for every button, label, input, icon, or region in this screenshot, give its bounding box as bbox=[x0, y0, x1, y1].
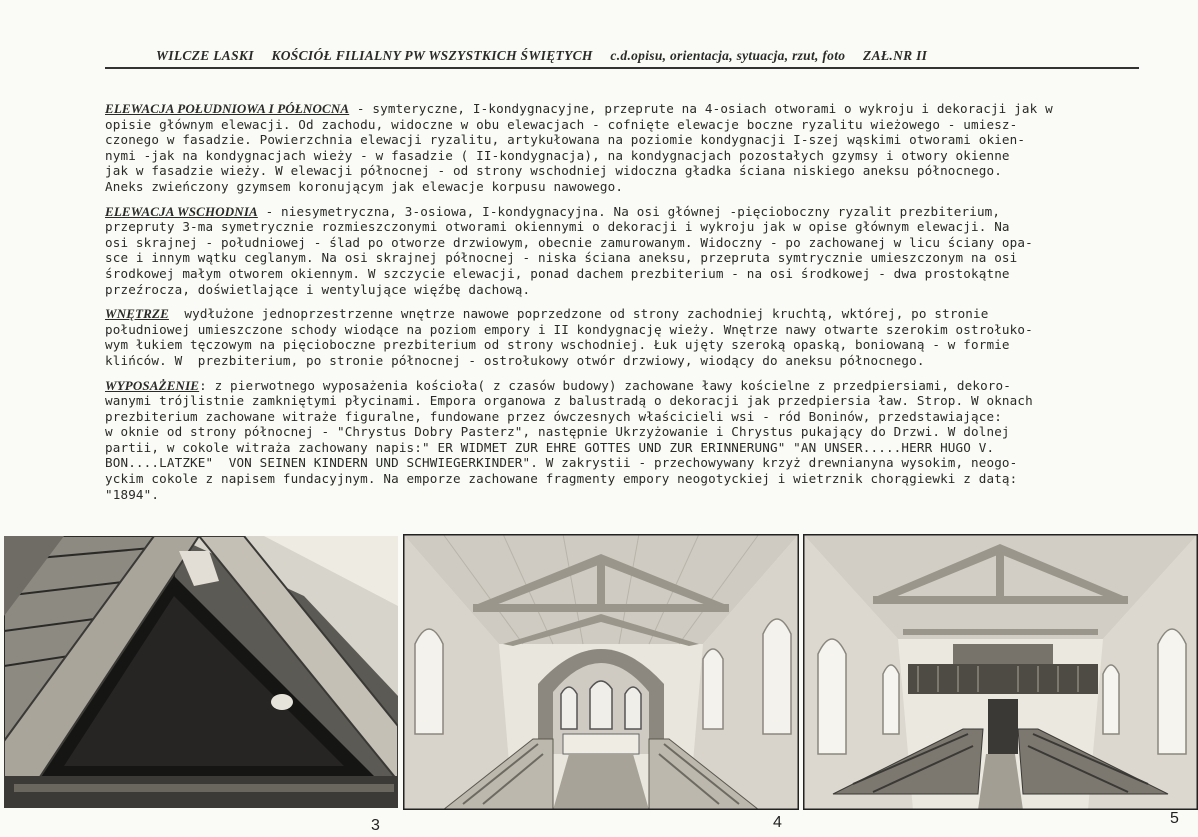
header-annex: ZAŁ.NR II bbox=[863, 48, 928, 63]
photo-interior-west bbox=[803, 534, 1198, 810]
text-line: środkowej małym otworem okiennym. W szczycie elewacji, ponad dachem prezbiterium - na osi środkowej - dwa prostokątne bbox=[105, 265, 1010, 281]
section-south-north-elevation bbox=[105, 101, 1145, 195]
text-line: wanymi trójlistnie zamkniętymi płycinami. Empora organowa z balustradą o dekoracji jak przedpiersia ław. Strop. W oknach bbox=[105, 393, 1033, 409]
photo-number: 5 bbox=[1170, 810, 1179, 827]
text-line: BON....LATZKE" VON SEINEN KINDERN UND SCHWIEGERKINDER". W zakrystii - przechowywany krzyż drewnianyna wysokim, neogo- bbox=[105, 455, 1018, 471]
text-line: południowej umieszczone schody wiodące na poziom empory i II kondygnację wieży. Wnętrze nawy otwarte szerokim ostrołuko- bbox=[105, 321, 1033, 337]
photo-roof-truss bbox=[4, 536, 398, 808]
photo-number: 4 bbox=[773, 814, 782, 831]
section-first-line: - symteryczne, I-kondygnacyjne, przeprute na 4-osiach otworami o wykroju i dekoracji jak w bbox=[349, 101, 1053, 116]
section-first-line: : z pierwotnego wyposażenia kościoła( z czasów budowy) zachowane ławy kościelne z przedpiersiami, dekoro- bbox=[199, 377, 1011, 393]
text-line: yckim cokole z napisem fundacyjnym. Na emporze zachowane fragmenty empory neogotyckiej i wietrznik chorągiewki z datą: bbox=[105, 471, 1018, 487]
text-line: "1894". bbox=[105, 486, 160, 502]
photo-interior-east bbox=[403, 534, 799, 810]
text-line: osi skrajnej - południowej - ślad po otworze drzwiowym, obecnie zamurowanym. Widoczny - po zachowanej w licu ściany opa- bbox=[105, 234, 1033, 250]
text-line: jak w fasadzie wieży. W elewacji północnej - od strony wschodniej widoczna gładka ściana niskiego aneksu północnego. bbox=[105, 163, 1002, 179]
section-east-elevation bbox=[105, 204, 1145, 298]
section-label: ELEWACJA POŁUDNIOWA I PÓŁNOCNA bbox=[105, 101, 350, 116]
text-line: wym łukiem tęczowym na pięcioboczne prezbiterium od strony wschodniej. Łuk ujęty szeroką opaską, boniowaną - w formie bbox=[105, 337, 1010, 353]
text-line: przepruty 3-ma symetrycznie rozmieszczonymi otworami okiennymi o dekoracji i wykroju jak w opise głównym elewacji. Na bbox=[105, 219, 1010, 235]
header-description: c.d.opisu, orientacja, sytuacja, rzut, foto bbox=[610, 48, 846, 63]
photo-number: 3 bbox=[371, 817, 380, 834]
section-interior bbox=[105, 306, 1145, 368]
header-rule bbox=[105, 67, 1139, 69]
text-line: opisie głównym elewacji. Od zachodu, widoczne w obu elewacjach - cofnięte elewacje boczne ryzalitu wieżowego - umiesz- bbox=[105, 116, 1018, 132]
text-line: sce i innym wątku ceglanym. Na osi skrajnej północnej - niska ściana aneksu, przepruta symtrycznie umieszczonym na osi bbox=[105, 250, 1018, 266]
text-line: klińców. W prezbiterium, po stronie północnej - ostrołukowy otwór drzwiowy, wiodący do aneksu północnego. bbox=[105, 352, 925, 368]
text-line: czonego w fasadzie. Powierzchnia elewacji ryzalitu, artykułowana na poziomie kondygnacji I-szej wąskimi otworami okien- bbox=[105, 132, 1026, 148]
description-body bbox=[105, 101, 1145, 511]
section-label: WYPOSAŻENIE bbox=[105, 377, 200, 393]
section-furnishings bbox=[105, 378, 1145, 503]
text-line: prezbiterium zachowane witraże figuralne, fundowane przez ówczesnych właścicieli wsi - ród Boninów, przedstawiające: bbox=[105, 408, 1002, 424]
text-line: partii, w cokole witraża zachowany napis:" ER WIDMET ZUR EHRE GOTTES UND ZUR ERINNERUNG" "AN UNSER.....HERR HUGO V. bbox=[105, 439, 995, 455]
text-line: przeźrocza, doświetlające i wentylujące więźbę dachową. bbox=[105, 281, 531, 297]
header-place: WILCZE LASKI bbox=[156, 48, 254, 63]
header-church: KOŚCIÓŁ FILIALNY PW WSZYSTKICH ŚWIĘTYCH bbox=[271, 48, 593, 63]
text-line: w oknie od strony północnej - "Chrystus Dobry Pasterz", następnie Ukrzyżowanie i Chrystus pukający do Drzwi. W dolnej bbox=[105, 424, 1010, 440]
section-first-line: wydłużone jednoprzestrzenne wnętrze nawowe poprzedzone od strony zachodniej kruchtą, wktórej, po stronie bbox=[168, 306, 989, 322]
text-line: nymi -jak na kondygnacjach wieży - w fasadzie ( II-kondygnacja), na kondygnacjach pozostałych gzymsy i otwory okienne bbox=[105, 147, 1010, 163]
section-label: ELEWACJA WSCHODNIA bbox=[105, 203, 258, 219]
text-line: Aneks zwieńczony gzymsem koronującym jak elewacje korpusu nawowego. bbox=[105, 178, 624, 194]
section-label: WNĘTRZE bbox=[105, 306, 169, 322]
section-first-line: - niesymetryczna, 3-osiowa, I-kondygnacyjna. Na osi głównej -pięcioboczny ryzalit prezbiterium, bbox=[257, 203, 1001, 219]
document-header bbox=[156, 48, 1138, 68]
